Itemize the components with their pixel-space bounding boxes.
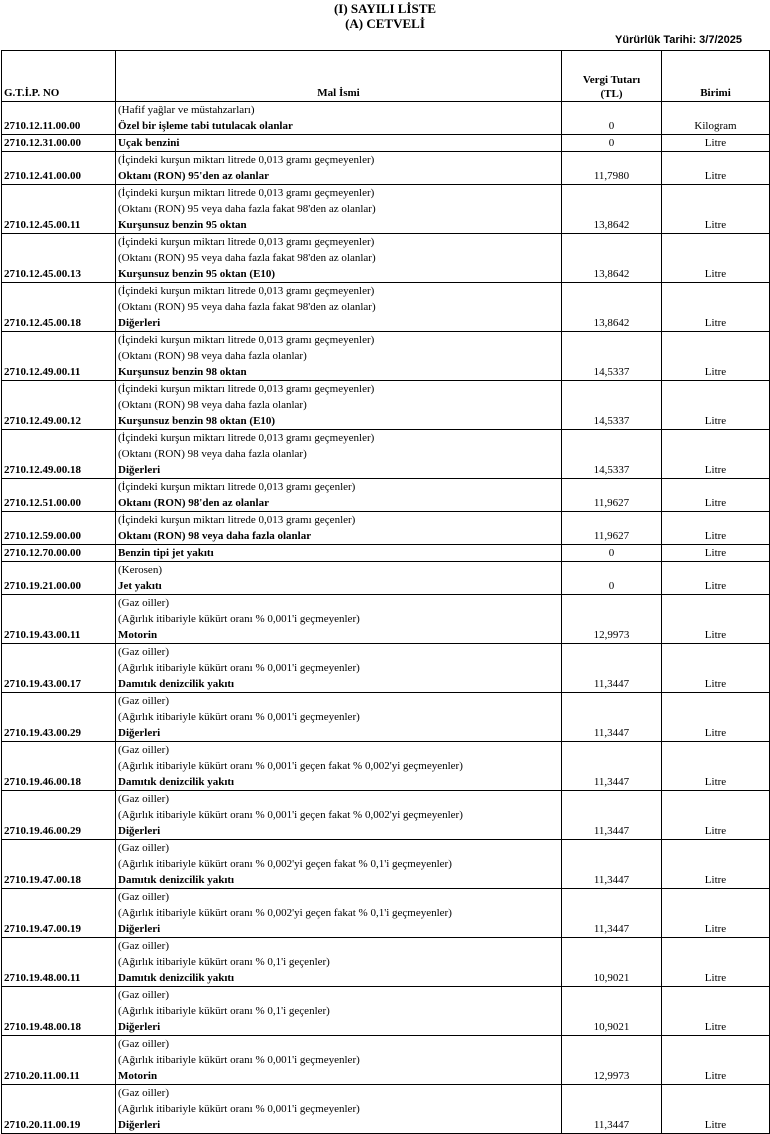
document-title (0, 0, 770, 31)
goods-name: Damıtık denizcilik yakıtı (118, 678, 235, 690)
gtip-code: 2710.19.47.00.18 (2, 840, 116, 889)
goods-name-cell (116, 283, 562, 332)
gtip-code: 2710.12.45.00.13 (2, 234, 116, 283)
gtip-code: 2710.12.11.00.00 (2, 102, 116, 135)
gtip-code: 2710.19.43.00.29 (2, 693, 116, 742)
goods-name-cell (116, 545, 562, 562)
goods-note: (Oktanı (RON) 95 veya daha fazla fakat 98'den az olanlar) (118, 203, 376, 215)
unit: Litre (662, 430, 770, 479)
goods-name: Özel bir işleme tabi tutulacak olanlar (118, 120, 293, 132)
gtip-code: 2710.12.49.00.12 (2, 381, 116, 430)
goods-note: (Ağırlık itibariyle kükürt oranı % 0,001'i geçmeyenler) (118, 662, 360, 674)
goods-note: (Ağırlık itibariyle kükürt oranı % 0,001'i geçen fakat % 0,002'yi geçmeyenler) (118, 760, 463, 772)
table-row (2, 234, 770, 283)
unit: Litre (662, 840, 770, 889)
goods-name: Kurşunsuz benzin 95 oktan (E10) (118, 268, 276, 280)
tax-amount: 11,3447 (562, 840, 662, 889)
tariff-table (1, 50, 770, 1134)
goods-note: (Gaz oiller) (118, 793, 169, 805)
table-row (2, 562, 770, 595)
gtip-code: 2710.19.47.00.19 (2, 889, 116, 938)
goods-note: (İçindeki kurşun miktarı litrede 0,013 gramı geçmeyenler) (118, 334, 375, 346)
goods-name-cell (116, 693, 562, 742)
table-row (2, 938, 770, 987)
tax-amount: 13,8642 (562, 283, 662, 332)
gtip-code: 2710.19.43.00.11 (2, 595, 116, 644)
goods-name-cell (116, 185, 562, 234)
table-row (2, 742, 770, 791)
goods-note: (Oktanı (RON) 98 veya daha fazla olanlar) (118, 448, 307, 460)
unit: Litre (662, 791, 770, 840)
column-header-code: G.T.İ.P. NO (2, 51, 116, 102)
goods-name: Oktanı (RON) 98 veya daha fazla olanlar (118, 530, 312, 542)
goods-name-cell (116, 512, 562, 545)
goods-note: (İçindeki kurşun miktarı litrede 0,013 gramı geçenler) (118, 514, 356, 526)
tax-amount: 11,9627 (562, 512, 662, 545)
goods-note: (İçindeki kurşun miktarı litrede 0,013 gramı geçmeyenler) (118, 383, 375, 395)
tax-amount: 11,3447 (562, 742, 662, 791)
goods-name-cell (116, 742, 562, 791)
goods-note: (Ağırlık itibariyle kükürt oranı % 0,001'i geçmeyenler) (118, 711, 360, 723)
goods-name: Motorin (118, 629, 158, 641)
table-row (2, 889, 770, 938)
goods-note: (Ağırlık itibariyle kükürt oranı % 0,001'i geçmeyenler) (118, 1103, 360, 1115)
gtip-code: 2710.20.11.00.11 (2, 1036, 116, 1085)
gtip-code: 2710.12.51.00.00 (2, 479, 116, 512)
gtip-code: 2710.19.46.00.29 (2, 791, 116, 840)
table-row (2, 1085, 770, 1134)
tax-amount: 14,5337 (562, 381, 662, 430)
goods-name-cell (116, 1036, 562, 1085)
goods-name: Damıtık denizcilik yakıtı (118, 972, 235, 984)
goods-note: (İçindeki kurşun miktarı litrede 0,013 gramı geçmeyenler) (118, 154, 375, 166)
goods-name-cell (116, 381, 562, 430)
unit: Litre (662, 185, 770, 234)
gtip-code: 2710.12.31.00.00 (2, 135, 116, 152)
goods-note: (Gaz oiller) (118, 891, 169, 903)
goods-name: Diğerleri (118, 727, 161, 739)
goods-note: (İçindeki kurşun miktarı litrede 0,013 gramı geçmeyenler) (118, 432, 375, 444)
goods-name: Kurşunsuz benzin 98 oktan (E10) (118, 415, 276, 427)
goods-name-cell (116, 135, 562, 152)
tax-amount: 14,5337 (562, 332, 662, 381)
tax-amount: 11,3447 (562, 791, 662, 840)
goods-name: Diğerleri (118, 317, 161, 329)
goods-note: (Gaz oiller) (118, 1038, 169, 1050)
goods-name-cell (116, 840, 562, 889)
goods-name-cell (116, 332, 562, 381)
goods-note: (İçindeki kurşun miktarı litrede 0,013 gramı geçmeyenler) (118, 236, 375, 248)
goods-name-cell (116, 234, 562, 283)
goods-note: (Oktanı (RON) 95 veya daha fazla fakat 98'den az olanlar) (118, 252, 376, 264)
goods-note: (Hafif yağlar ve müstahzarları) (118, 104, 255, 116)
goods-name-cell (116, 889, 562, 938)
table-row (2, 152, 770, 185)
title-line-2: (A) CETVELİ (345, 16, 425, 31)
table-row (2, 479, 770, 512)
tax-amount: 11,7980 (562, 152, 662, 185)
goods-note: (Ağırlık itibariyle kükürt oranı % 0,002'yi geçen fakat % 0,1'i geçmeyenler) (118, 907, 452, 919)
tax-amount: 12,9973 (562, 595, 662, 644)
goods-note: (Ağırlık itibariyle kükürt oranı % 0,001'i geçmeyenler) (118, 613, 360, 625)
table-row (2, 332, 770, 381)
unit: Litre (662, 234, 770, 283)
table-header-row (2, 51, 770, 102)
unit: Litre (662, 1036, 770, 1085)
goods-name-cell (116, 562, 562, 595)
table-row (2, 987, 770, 1036)
goods-name: Diğerleri (118, 464, 161, 476)
goods-note: (Gaz oiller) (118, 646, 169, 658)
gtip-code: 2710.12.49.00.18 (2, 430, 116, 479)
unit: Litre (662, 135, 770, 152)
goods-note: (İçindeki kurşun miktarı litrede 0,013 gramı geçmeyenler) (118, 285, 375, 297)
goods-note: (Oktanı (RON) 98 veya daha fazla olanlar) (118, 350, 307, 362)
unit: Litre (662, 595, 770, 644)
goods-note: (Gaz oiller) (118, 842, 169, 854)
table-row (2, 185, 770, 234)
table-row (2, 512, 770, 545)
goods-name: Kurşunsuz benzin 98 oktan (118, 366, 247, 378)
goods-name-cell (116, 152, 562, 185)
tax-amount: 11,3447 (562, 644, 662, 693)
unit: Litre (662, 889, 770, 938)
gtip-code: 2710.19.48.00.11 (2, 938, 116, 987)
goods-name: Motorin (118, 1070, 158, 1082)
goods-name-cell (116, 644, 562, 693)
column-header-name: Mal İsmi (116, 51, 562, 102)
goods-name-cell (116, 791, 562, 840)
unit: Litre (662, 512, 770, 545)
column-header-unit: Birimi (662, 51, 770, 102)
goods-name: Diğerleri (118, 1021, 161, 1033)
unit: Litre (662, 644, 770, 693)
goods-name: Damıtık denizcilik yakıtı (118, 874, 235, 886)
tax-amount: 13,8642 (562, 234, 662, 283)
tax-amount: 0 (562, 135, 662, 152)
gtip-code: 2710.12.41.00.00 (2, 152, 116, 185)
unit: Litre (662, 545, 770, 562)
goods-name-cell (116, 102, 562, 135)
goods-note: (Ağırlık itibariyle kükürt oranı % 0,002'yi geçen fakat % 0,1'i geçmeyenler) (118, 858, 452, 870)
table-row (2, 791, 770, 840)
goods-name: Damıtık denizcilik yakıtı (118, 776, 235, 788)
unit: Kilogram (662, 102, 770, 135)
gtip-code: 2710.12.49.00.11 (2, 332, 116, 381)
goods-name: Jet yakıtı (118, 580, 162, 592)
goods-note: (Gaz oiller) (118, 989, 169, 1001)
table-row (2, 693, 770, 742)
tax-amount: 13,8642 (562, 185, 662, 234)
goods-note: (Ağırlık itibariyle kükürt oranı % 0,001'i geçen fakat % 0,002'yi geçmeyenler) (118, 809, 463, 821)
goods-name-cell (116, 938, 562, 987)
column-header-tax: Vergi Tutarı (TL) (562, 51, 662, 102)
goods-name: Diğerleri (118, 825, 161, 837)
goods-name-cell (116, 430, 562, 479)
unit: Litre (662, 381, 770, 430)
tax-amount: 11,3447 (562, 889, 662, 938)
goods-note: (Oktanı (RON) 98 veya daha fazla olanlar) (118, 399, 307, 411)
goods-name-cell (116, 479, 562, 512)
table-row (2, 381, 770, 430)
goods-note: (Ağırlık itibariyle kükürt oranı % 0,1'i geçenler) (118, 956, 330, 968)
gtip-code: 2710.19.43.00.17 (2, 644, 116, 693)
effective-date: Yürürlük Tarihi: 3/7/2025 (615, 34, 742, 46)
goods-name: Diğerleri (118, 1119, 161, 1131)
unit: Litre (662, 693, 770, 742)
unit: Litre (662, 152, 770, 185)
gtip-code: 2710.12.59.00.00 (2, 512, 116, 545)
goods-name-cell (116, 595, 562, 644)
gtip-code: 2710.12.70.00.00 (2, 545, 116, 562)
goods-note: (İçindeki kurşun miktarı litrede 0,013 gramı geçenler) (118, 481, 356, 493)
tax-amount: 0 (562, 545, 662, 562)
table-row (2, 595, 770, 644)
tax-amount: 11,3447 (562, 693, 662, 742)
table-row (2, 135, 770, 152)
gtip-code: 2710.19.48.00.18 (2, 987, 116, 1036)
goods-name: Kurşunsuz benzin 95 oktan (118, 219, 247, 231)
unit: Litre (662, 479, 770, 512)
gtip-code: 2710.19.21.00.00 (2, 562, 116, 595)
goods-note: (İçindeki kurşun miktarı litrede 0,013 gramı geçmeyenler) (118, 187, 375, 199)
table-row (2, 545, 770, 562)
tax-amount: 10,9021 (562, 987, 662, 1036)
goods-name: Uçak benzini (118, 137, 180, 149)
table-row (2, 1036, 770, 1085)
unit: Litre (662, 987, 770, 1036)
table-row (2, 102, 770, 135)
table-row (2, 283, 770, 332)
goods-name: Benzin tipi jet yakıtı (118, 547, 214, 559)
gtip-code: 2710.19.46.00.18 (2, 742, 116, 791)
tax-amount: 11,3447 (562, 1085, 662, 1134)
gtip-code: 2710.12.45.00.18 (2, 283, 116, 332)
gtip-code: 2710.20.11.00.19 (2, 1085, 116, 1134)
goods-note: (Gaz oiller) (118, 695, 169, 707)
table-row (2, 430, 770, 479)
goods-name-cell (116, 987, 562, 1036)
goods-name: Oktanı (RON) 98'den az olanlar (118, 497, 269, 509)
goods-name: Diğerleri (118, 923, 161, 935)
tax-amount: 12,9973 (562, 1036, 662, 1085)
goods-note: (Gaz oiller) (118, 597, 169, 609)
goods-note: (Kerosen) (118, 564, 162, 576)
goods-note: (Oktanı (RON) 95 veya daha fazla fakat 98'den az olanlar) (118, 301, 376, 313)
unit: Litre (662, 562, 770, 595)
goods-note: (Ağırlık itibariyle kükürt oranı % 0,1'i geçenler) (118, 1005, 330, 1017)
tax-amount: 0 (562, 562, 662, 595)
goods-name: Oktanı (RON) 95'den az olanlar (118, 170, 269, 182)
goods-note: (Ağırlık itibariyle kükürt oranı % 0,001'i geçmeyenler) (118, 1054, 360, 1066)
goods-note: (Gaz oiller) (118, 1087, 169, 1099)
unit: Litre (662, 1085, 770, 1134)
title-line-1: (I) SAYILI LİSTE (333, 1, 437, 16)
unit: Litre (662, 283, 770, 332)
gtip-code: 2710.12.45.00.11 (2, 185, 116, 234)
tax-amount: 10,9021 (562, 938, 662, 987)
unit: Litre (662, 742, 770, 791)
table-row (2, 840, 770, 889)
tax-amount: 11,9627 (562, 479, 662, 512)
goods-note: (Gaz oiller) (118, 744, 169, 756)
unit: Litre (662, 938, 770, 987)
unit: Litre (662, 332, 770, 381)
tax-amount: 14,5337 (562, 430, 662, 479)
table-row (2, 644, 770, 693)
tax-amount: 0 (562, 102, 662, 135)
goods-name-cell (116, 1085, 562, 1134)
goods-note: (Gaz oiller) (118, 940, 169, 952)
